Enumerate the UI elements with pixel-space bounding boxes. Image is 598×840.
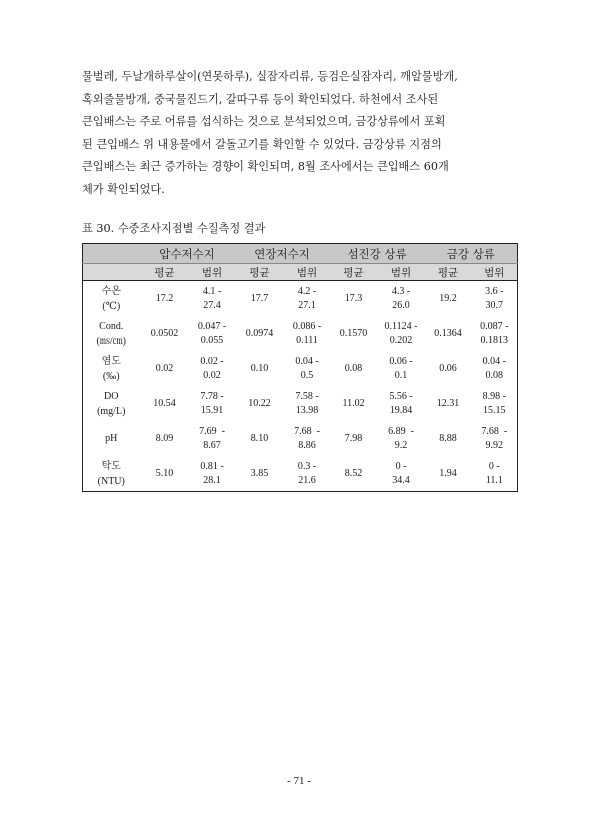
avg-value-cell: 3.85 — [250, 468, 269, 479]
parameter-label-line: (NTU) — [97, 475, 125, 487]
range-min: 7.58 - — [295, 391, 319, 402]
parameter-label — [83, 351, 140, 386]
range-value-cell — [378, 281, 425, 317]
range-value-cell — [472, 386, 518, 421]
parameter-label-line: (℃) — [102, 300, 121, 312]
range-value-cell — [285, 386, 330, 421]
avg-value-cell: 19.2 — [439, 293, 457, 304]
parameter-label-line: 탁도 — [101, 460, 121, 472]
range-min: 6.89 - — [388, 426, 414, 437]
paragraph-line: 혹외줄물방개, 중국물진드기, 갈따구류 등이 확인되었다. 하천에서 조사된 — [82, 92, 439, 106]
avg-value-cell: 0.1570 — [339, 328, 368, 339]
range-value-cell — [285, 316, 330, 351]
parameter-label-line: 수온 — [101, 285, 121, 297]
range-max: 28.1 — [203, 474, 221, 486]
range-min: 7.69 - — [199, 426, 225, 437]
range-value-cell — [378, 421, 425, 456]
range-min: 0.02 - — [200, 356, 224, 367]
avg-value-cell: 8.10 — [250, 433, 269, 444]
table-row — [83, 351, 518, 386]
parameter-label-line: Cond. — [99, 320, 124, 332]
avg-value-cell: 5.10 — [155, 468, 174, 479]
corner-subheader-cell — [83, 264, 140, 281]
range-max: 34.4 — [392, 474, 410, 486]
paragraph-line: 된 큰입배스 위 내용물에서 갈돌고기를 확인할 수 있었다. 금강상류 지점의 — [82, 137, 442, 151]
body-paragraph — [82, 66, 522, 202]
avg-value-cell: 0.08 — [344, 363, 363, 374]
range-max: 26.0 — [392, 299, 410, 311]
range-header: 범위 — [190, 264, 235, 281]
avg-header: 평균 — [235, 264, 285, 281]
range-max: 0.202 — [389, 334, 413, 346]
water-quality-table — [82, 243, 518, 492]
avg-value-cell: 0.06 — [439, 363, 457, 374]
range-value-cell — [190, 281, 235, 317]
range-value-cell — [190, 456, 235, 492]
range-min: 0.087 - — [480, 321, 509, 332]
range-max: 19.84 — [389, 404, 413, 416]
range-min: 7.68 - — [294, 426, 320, 437]
range-max: 15.15 — [483, 404, 506, 416]
range-value-cell — [472, 351, 518, 386]
avg-value-cell: 17.7 — [250, 293, 269, 304]
site-header: 금강 상류 — [425, 244, 518, 264]
table-row — [83, 386, 518, 421]
avg-value-cell: 10.54 — [153, 398, 176, 409]
parameter-label-line: (mg/L) — [97, 405, 126, 417]
avg-value-cell: 11.02 — [342, 398, 365, 409]
range-min: 0.1124 - — [384, 321, 418, 332]
parameter-label-line: (‰) — [102, 370, 120, 382]
range-value-cell — [378, 386, 425, 421]
range-max: 0.1 — [394, 369, 408, 381]
parameter-label-line: (㎳/㎝) — [96, 335, 126, 347]
range-header: 범위 — [472, 264, 518, 281]
range-max: 0.111 — [296, 334, 318, 346]
range-min: 0 - — [488, 461, 500, 472]
range-header: 범위 — [378, 264, 425, 281]
range-max: 27.1 — [298, 299, 316, 311]
parameter-label-line: pH — [105, 433, 118, 444]
range-max: 0.02 — [203, 369, 221, 381]
site-header: 압수저수지 — [140, 244, 235, 264]
range-min: 0.3 - — [297, 461, 317, 472]
range-max: 27.4 — [203, 299, 221, 311]
range-value-cell — [285, 281, 330, 317]
avg-header: 평균 — [330, 264, 378, 281]
parameter-label-line: 염도 — [101, 355, 121, 367]
range-max: 0.5 — [300, 369, 314, 381]
avg-header: 평균 — [140, 264, 190, 281]
avg-value-cell: 8.09 — [155, 433, 174, 444]
range-min: 0.06 - — [389, 356, 413, 367]
table-caption: 표 30. 수중조사지점별 수질측정 결과 — [82, 222, 266, 235]
avg-value-cell: 0.0974 — [245, 328, 274, 339]
parameter-label — [83, 386, 140, 421]
range-min: 8.98 - — [482, 391, 506, 402]
range-min: 0.81 - — [200, 461, 224, 472]
paragraph-line: 체가 확인되었다. — [82, 182, 165, 196]
avg-value-cell: 8.52 — [344, 468, 363, 479]
range-value-cell — [190, 351, 235, 386]
avg-value-cell: 7.98 — [344, 433, 363, 444]
range-min: 0.04 - — [482, 356, 506, 367]
paragraph-line: 큰입배스는 최근 증가하는 경향이 확인되며, 8월 조사에서는 큰입배스 60개 — [82, 160, 449, 174]
avg-value-cell: 0.10 — [250, 363, 269, 374]
range-max: 11.1 — [485, 474, 503, 486]
parameter-label — [83, 456, 140, 492]
range-value-cell — [285, 456, 330, 492]
range-value-cell — [378, 351, 425, 386]
avg-value-cell: 12.31 — [436, 398, 460, 409]
range-max: 13.98 — [295, 404, 319, 416]
range-value-cell — [190, 386, 235, 421]
range-value-cell — [472, 456, 518, 492]
site-header: 연장저수지 — [235, 244, 330, 264]
table-row — [83, 456, 518, 492]
range-min: 7.78 - — [200, 391, 224, 402]
range-max: 8.67 — [203, 439, 221, 451]
range-value-cell — [472, 281, 518, 317]
range-value-cell — [285, 421, 330, 456]
range-value-cell — [378, 316, 425, 351]
parameter-label — [83, 281, 140, 317]
avg-value-cell: 17.3 — [344, 293, 363, 304]
range-min: 4.2 - — [297, 286, 317, 297]
avg-header: 평균 — [425, 264, 472, 281]
range-value-cell — [190, 316, 235, 351]
avg-value-cell: 17.2 — [155, 293, 174, 304]
site-header: 섬진강 상류 — [330, 244, 425, 264]
avg-value-cell: 0.0502 — [150, 328, 179, 339]
paragraph-line: 큰입배스는 주로 어류를 섭식하는 것으로 분석되었으며, 금강상류에서 포획 — [82, 115, 446, 129]
range-max: 9.92 — [485, 439, 504, 451]
range-min: 0.047 - — [197, 321, 227, 332]
avg-value-cell: 0.02 — [155, 363, 174, 374]
range-max: 30.7 — [485, 299, 504, 311]
range-max: 0.055 — [200, 334, 224, 346]
paragraph-line: 물벌레, 두날개하루살이(연못하루), 실잠자리류, 등검은실잠자리, 깨알물방개, — [82, 70, 458, 83]
range-value-cell — [190, 421, 235, 456]
range-min: 0.04 - — [295, 356, 319, 367]
range-max: 8.86 — [298, 439, 316, 451]
parameter-label-line: DO — [104, 390, 119, 402]
range-min: 4.3 - — [391, 286, 411, 297]
table-row — [83, 316, 518, 351]
table-row — [83, 421, 518, 456]
table-row — [83, 281, 518, 317]
range-max: 15.91 — [200, 404, 224, 416]
range-value-cell — [472, 421, 518, 456]
page-number: - 71 - — [287, 775, 311, 787]
range-min: 3.6 - — [485, 286, 504, 297]
range-value-cell — [378, 456, 425, 492]
avg-value-cell: 10.22 — [248, 398, 271, 409]
range-max: 9.2 — [394, 439, 408, 451]
parameter-label — [83, 421, 140, 456]
range-min: 0.086 - — [292, 321, 322, 332]
site-header-row — [83, 244, 518, 264]
range-value-cell — [285, 351, 330, 386]
range-min: 0 - — [395, 461, 407, 472]
avg-value-cell: 0.1364 — [434, 328, 462, 339]
corner-header-cell — [83, 244, 140, 264]
avg-value-cell: 8.88 — [439, 433, 457, 444]
range-min: 4.1 - — [202, 286, 222, 297]
parameter-label — [83, 316, 140, 351]
avg-value-cell: 1.94 — [439, 468, 457, 479]
range-value-cell — [472, 316, 518, 351]
subheader-row — [83, 264, 518, 281]
range-max: 21.6 — [298, 474, 316, 486]
range-min: 7.68 - — [481, 426, 508, 437]
table-body — [83, 281, 518, 492]
range-header: 범위 — [285, 264, 330, 281]
range-min: 5.56 - — [389, 391, 413, 402]
range-max: 0.1813 — [480, 334, 509, 346]
range-max: 0.08 — [485, 369, 504, 381]
